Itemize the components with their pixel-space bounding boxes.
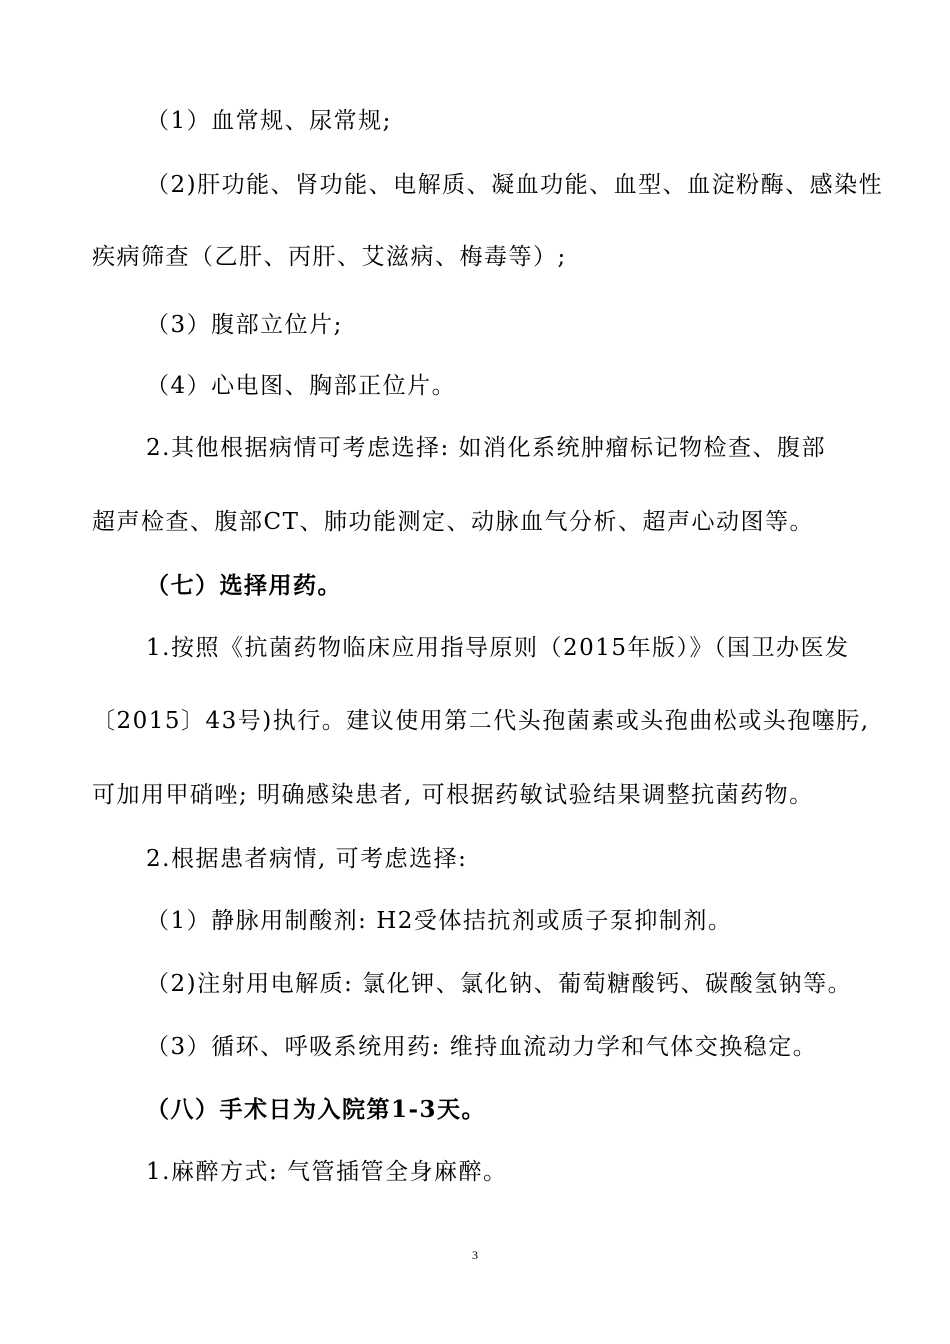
section-heading-7: （七）选择用药。 xyxy=(146,572,342,599)
text-line-3: 疾病筛查（乙肝、丙肝、艾滋病、梅毒等）; xyxy=(92,244,567,270)
text-line-12: （1）静脉用制酸剂: H2受体拮抗剂或质子泵抑制剂。 xyxy=(146,908,733,934)
page-number: 3 xyxy=(472,1248,478,1262)
text-line-2: （2)肝功能、肾功能、电解质、凝血功能、血型、血淀粉酶、感染性 xyxy=(146,172,884,198)
text-line-5: （4）心电图、胸部正位片。 xyxy=(146,373,457,399)
text-line-1: （1）血常规、尿常规; xyxy=(146,108,392,134)
text-line-9: 〔2015〕43号)执行。建议使用第二代头孢菌素或头孢曲松或头孢噻肟, xyxy=(92,708,870,734)
text-line-6: 2.其他根据病情可考虑选择: 如消化系统肿瘤标记物检查、腹部 xyxy=(146,435,827,461)
section-heading-8: （八）手术日为入院第1-3天。 xyxy=(146,1096,487,1123)
text-line-11: 2.根据患者病情, 可考虑选择: xyxy=(146,846,468,872)
text-line-8: 1.按照《抗菌药物临床应用指导原则（2015年版）》（国卫办医发 xyxy=(146,635,850,661)
text-line-14: （3）循环、呼吸系统用药: 维持血流动力学和气体交换稳定。 xyxy=(146,1034,818,1060)
text-line-13: （2)注射用电解质: 氯化钾、氯化钠、葡萄糖酸钙、碳酸氢钠等。 xyxy=(146,971,853,997)
text-line-7: 超声检查、腹部CT、肺功能测定、动脉血气分析、超声心动图等。 xyxy=(92,509,814,535)
text-line-10: 可加用甲硝唑; 明确感染患者, 可根据药敏试验结果调整抗菌药物。 xyxy=(92,782,814,808)
text-line-15: 1.麻醉方式: 气管插管全身麻醉。 xyxy=(146,1159,508,1185)
text-line-4: （3）腹部立位片; xyxy=(146,312,343,338)
